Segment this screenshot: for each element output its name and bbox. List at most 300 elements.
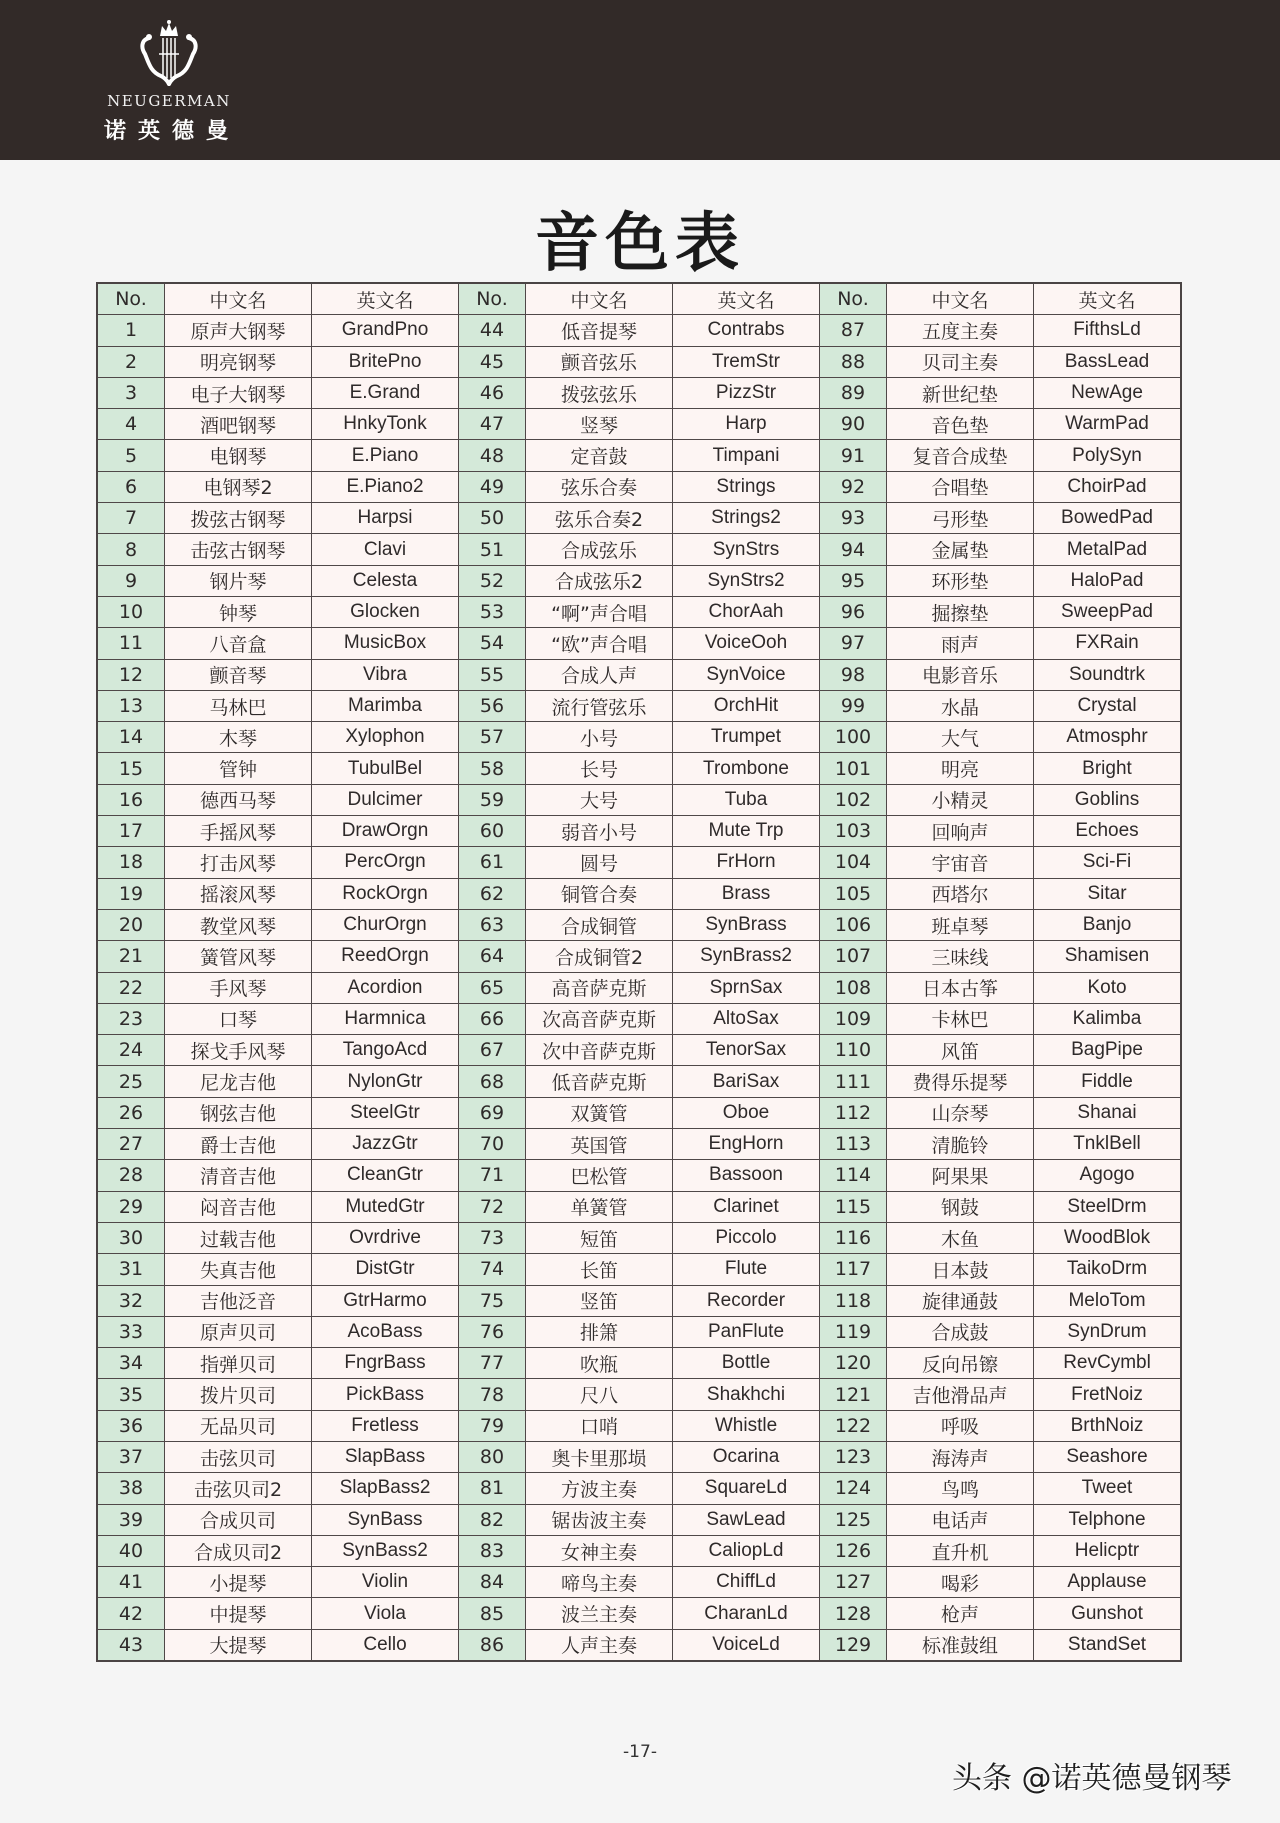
tone-name-chinese: 英国管 (526, 1129, 673, 1160)
tone-name-chinese: 酒吧钢琴 (165, 409, 312, 440)
tone-number: 63 (459, 909, 526, 940)
table-row (97, 816, 1181, 847)
tone-name-chinese: 吉他滑品声 (887, 1379, 1034, 1410)
tone-number: 17 (97, 816, 165, 847)
table-row (97, 1348, 1181, 1379)
tone-number: 21 (97, 941, 165, 972)
tone-number: 20 (97, 909, 165, 940)
tone-number: 98 (820, 659, 887, 690)
tone-name-chinese: 合成铜管2 (526, 941, 673, 972)
tone-name-chinese: 尼龙吉他 (165, 1066, 312, 1097)
tone-name-english: CaliopLd (673, 1535, 820, 1566)
table-row (97, 784, 1181, 815)
tone-name-english: FretNoiz (1034, 1379, 1182, 1410)
tone-name-chinese: 打击风琴 (165, 847, 312, 878)
table-row (97, 534, 1181, 565)
tone-name-english: Vibra (312, 659, 459, 690)
tone-name-english: Fretless (312, 1410, 459, 1441)
tone-number: 94 (820, 534, 887, 565)
tone-name-english: SteelGtr (312, 1097, 459, 1128)
tone-name-english: BassLead (1034, 346, 1182, 377)
tone-name-english: Harmnica (312, 1003, 459, 1034)
tone-name-chinese: 日本古筝 (887, 972, 1034, 1003)
tone-number: 81 (459, 1473, 526, 1504)
tone-name-english: MeloTom (1034, 1285, 1182, 1316)
tone-name-english: DrawOrgn (312, 816, 459, 847)
tone-number: 45 (459, 346, 526, 377)
tone-name-english: SynBass2 (312, 1535, 459, 1566)
tone-number: 99 (820, 690, 887, 721)
tone-number: 26 (97, 1097, 165, 1128)
tone-name-english: Agogo (1034, 1160, 1182, 1191)
tone-name-english: Bright (1034, 753, 1182, 784)
tone-name-chinese: 拨片贝司 (165, 1379, 312, 1410)
tone-name-english: Seashore (1034, 1441, 1182, 1472)
tone-number: 67 (459, 1035, 526, 1066)
tone-number: 13 (97, 690, 165, 721)
tone-number: 35 (97, 1379, 165, 1410)
tone-table (96, 282, 1182, 1662)
tone-name-chinese: 原声贝司 (165, 1316, 312, 1347)
tone-name-english: Recorder (673, 1285, 820, 1316)
tone-name-chinese: 手摇风琴 (165, 816, 312, 847)
tone-number: 106 (820, 909, 887, 940)
tone-name-english: Banjo (1034, 909, 1182, 940)
tone-name-chinese: 合成弦乐2 (526, 565, 673, 596)
page-number: -17- (623, 1742, 657, 1762)
tone-number: 47 (459, 409, 526, 440)
tone-number: 113 (820, 1129, 887, 1160)
tone-number: 92 (820, 471, 887, 502)
tone-name-english: Tuba (673, 784, 820, 815)
tone-number: 100 (820, 722, 887, 753)
tone-name-english: SynVoice (673, 659, 820, 690)
tone-number: 80 (459, 1441, 526, 1472)
tone-name-chinese: 管钟 (165, 753, 312, 784)
tone-number: 4 (97, 409, 165, 440)
tone-number: 119 (820, 1316, 887, 1347)
tone-number: 110 (820, 1035, 887, 1066)
tone-name-english: StandSet (1034, 1629, 1182, 1661)
tone-number: 9 (97, 565, 165, 596)
tone-number: 60 (459, 816, 526, 847)
column-header-english-name: 英文名 (1034, 283, 1182, 315)
tone-name-english: SlapBass2 (312, 1473, 459, 1504)
tone-number: 39 (97, 1504, 165, 1535)
tone-name-english: SprnSax (673, 972, 820, 1003)
tone-number: 55 (459, 659, 526, 690)
tone-name-english: SynBrass2 (673, 941, 820, 972)
table-row (97, 1222, 1181, 1253)
tone-number: 64 (459, 941, 526, 972)
table-row (97, 596, 1181, 627)
tone-name-chinese: 合成贝司2 (165, 1535, 312, 1566)
tone-number: 15 (97, 753, 165, 784)
tone-number: 78 (459, 1379, 526, 1410)
table-row (97, 440, 1181, 471)
tone-name-chinese: 钢弦吉他 (165, 1097, 312, 1128)
tone-name-english: DistGtr (312, 1254, 459, 1285)
tone-number: 54 (459, 628, 526, 659)
tone-number: 117 (820, 1254, 887, 1285)
tone-name-chinese: 木琴 (165, 722, 312, 753)
tone-name-chinese: 明亮 (887, 753, 1034, 784)
tone-name-english: Xylophon (312, 722, 459, 753)
tone-name-english: Shakhchi (673, 1379, 820, 1410)
tone-number: 10 (97, 596, 165, 627)
tone-name-english: JazzGtr (312, 1129, 459, 1160)
tone-number: 91 (820, 440, 887, 471)
column-header-chinese-name: 中文名 (887, 283, 1034, 315)
table-row (97, 565, 1181, 596)
tone-name-english: NewAge (1034, 377, 1182, 408)
tone-name-chinese: 尺八 (526, 1379, 673, 1410)
tone-name-english: TangoAcd (312, 1035, 459, 1066)
tone-name-chinese: 电钢琴 (165, 440, 312, 471)
tone-name-chinese: 五度主奏 (887, 315, 1034, 346)
tone-name-chinese: 手风琴 (165, 972, 312, 1003)
tone-name-english: PercOrgn (312, 847, 459, 878)
tone-name-chinese: 方波主奏 (526, 1473, 673, 1504)
tone-name-english: Trombone (673, 753, 820, 784)
tone-number: 127 (820, 1567, 887, 1598)
tone-number: 111 (820, 1066, 887, 1097)
tone-name-english: PizzStr (673, 377, 820, 408)
tone-name-chinese: 啼鸟主奏 (526, 1567, 673, 1598)
tone-number: 71 (459, 1160, 526, 1191)
tone-number: 30 (97, 1222, 165, 1253)
tone-number: 74 (459, 1254, 526, 1285)
table-row (97, 909, 1181, 940)
watermark: 头条 @诺英德曼钢琴 (952, 1761, 1232, 1796)
tone-number: 28 (97, 1160, 165, 1191)
tone-number: 115 (820, 1191, 887, 1222)
tone-name-chinese: 宇宙音 (887, 847, 1034, 878)
tone-number: 58 (459, 753, 526, 784)
tone-name-english: SweepPad (1034, 596, 1182, 627)
table-row (97, 471, 1181, 502)
tone-name-english: Clavi (312, 534, 459, 565)
table-row (97, 1504, 1181, 1535)
tone-number: 59 (459, 784, 526, 815)
brand-name-en: NEUGERMAN (107, 92, 231, 110)
tone-name-chinese: 鸟鸣 (887, 1473, 1034, 1504)
tone-name-chinese: 木鱼 (887, 1222, 1034, 1253)
tone-number: 112 (820, 1097, 887, 1128)
tone-number: 22 (97, 972, 165, 1003)
tone-name-chinese: 双簧管 (526, 1097, 673, 1128)
tone-name-chinese: 清音吉他 (165, 1160, 312, 1191)
tone-number: 51 (459, 534, 526, 565)
tone-name-chinese: 长笛 (526, 1254, 673, 1285)
tone-number: 36 (97, 1410, 165, 1441)
tone-name-english: Oboe (673, 1097, 820, 1128)
table-row (97, 1003, 1181, 1034)
tone-name-english: Celesta (312, 565, 459, 596)
table-row (97, 1410, 1181, 1441)
tone-number: 90 (820, 409, 887, 440)
tone-name-english: TenorSax (673, 1035, 820, 1066)
column-header-chinese-name: 中文名 (526, 283, 673, 315)
tone-name-english: ChiffLd (673, 1567, 820, 1598)
tone-name-chinese: 海涛声 (887, 1441, 1034, 1472)
table-header-row (97, 283, 1181, 315)
column-header-chinese-name: 中文名 (165, 283, 312, 315)
tone-name-chinese: 次中音萨克斯 (526, 1035, 673, 1066)
tone-name-chinese: 卡林巴 (887, 1003, 1034, 1034)
tone-name-chinese: 合唱垫 (887, 471, 1034, 502)
tone-number: 73 (459, 1222, 526, 1253)
tone-number: 77 (459, 1348, 526, 1379)
tone-name-english: Sitar (1034, 878, 1182, 909)
tone-name-english: Koto (1034, 972, 1182, 1003)
tone-name-english: Brass (673, 878, 820, 909)
tone-name-chinese: 枪声 (887, 1598, 1034, 1629)
table-row (97, 1535, 1181, 1566)
table-row (97, 1035, 1181, 1066)
tone-name-english: AcoBass (312, 1316, 459, 1347)
tone-number: 104 (820, 847, 887, 878)
tone-number: 123 (820, 1441, 887, 1472)
tone-name-chinese: 圆号 (526, 847, 673, 878)
tone-number: 42 (97, 1598, 165, 1629)
tone-name-english: TubulBel (312, 753, 459, 784)
tone-name-chinese: 费得乐提琴 (887, 1066, 1034, 1097)
tone-number: 129 (820, 1629, 887, 1661)
tone-name-chinese: 合成人声 (526, 659, 673, 690)
tone-number: 105 (820, 878, 887, 909)
tone-number: 56 (459, 690, 526, 721)
tone-number: 43 (97, 1629, 165, 1661)
tone-name-english: Atmosphr (1034, 722, 1182, 753)
tone-name-english: Acordion (312, 972, 459, 1003)
tone-number: 120 (820, 1348, 887, 1379)
table-row (97, 1129, 1181, 1160)
tone-name-chinese: 摇滚风琴 (165, 878, 312, 909)
table-row (97, 377, 1181, 408)
tone-name-chinese: 音色垫 (887, 409, 1034, 440)
tone-number: 89 (820, 377, 887, 408)
tone-name-chinese: 三味线 (887, 941, 1034, 972)
tone-name-chinese: 吉他泛音 (165, 1285, 312, 1316)
tone-number: 66 (459, 1003, 526, 1034)
brand-name-cn: 诺英德曼 (103, 119, 240, 144)
tone-name-chinese: 雨声 (887, 628, 1034, 659)
tone-name-chinese: 明亮钢琴 (165, 346, 312, 377)
tone-number: 2 (97, 346, 165, 377)
tone-number: 61 (459, 847, 526, 878)
tone-name-chinese: 水晶 (887, 690, 1034, 721)
tone-name-chinese: 铜管合奏 (526, 878, 673, 909)
tone-name-chinese: 山奈琴 (887, 1097, 1034, 1128)
table-row (97, 847, 1181, 878)
tone-name-english: RevCymbl (1034, 1348, 1182, 1379)
tone-name-chinese: 击弦古钢琴 (165, 534, 312, 565)
tone-name-english: Strings2 (673, 503, 820, 534)
tone-name-english: Ocarina (673, 1441, 820, 1472)
tone-name-english: Violin (312, 1567, 459, 1598)
table-row (97, 722, 1181, 753)
tone-name-chinese: 钢片琴 (165, 565, 312, 596)
tone-number: 88 (820, 346, 887, 377)
tone-number: 65 (459, 972, 526, 1003)
table-row (97, 1629, 1181, 1661)
tone-number: 48 (459, 440, 526, 471)
tone-number: 40 (97, 1535, 165, 1566)
tone-name-chinese: 电钢琴2 (165, 471, 312, 502)
tone-name-chinese: 弦乐合奏 (526, 471, 673, 502)
tone-name-english: Cello (312, 1629, 459, 1661)
tone-name-chinese: 竖笛 (526, 1285, 673, 1316)
tone-number: 96 (820, 596, 887, 627)
tone-number: 38 (97, 1473, 165, 1504)
tone-name-english: MetalPad (1034, 534, 1182, 565)
page-title: 音色表 (535, 207, 745, 281)
tone-name-chinese: 簧管风琴 (165, 941, 312, 972)
tone-number: 83 (459, 1535, 526, 1566)
tone-name-english: TaikoDrm (1034, 1254, 1182, 1285)
column-header-english-name: 英文名 (673, 283, 820, 315)
tone-number: 121 (820, 1379, 887, 1410)
tone-number: 24 (97, 1035, 165, 1066)
tone-name-english: SynBass (312, 1504, 459, 1535)
tone-name-english: SynDrum (1034, 1316, 1182, 1347)
tone-name-english: Bassoon (673, 1160, 820, 1191)
tone-name-english: SlapBass (312, 1441, 459, 1472)
tone-number: 3 (97, 377, 165, 408)
tone-name-chinese: 班卓琴 (887, 909, 1034, 940)
tone-name-chinese: 电子大钢琴 (165, 377, 312, 408)
tone-number: 84 (459, 1567, 526, 1598)
tone-number: 118 (820, 1285, 887, 1316)
tone-name-chinese: 无品贝司 (165, 1410, 312, 1441)
tone-name-chinese: 电话声 (887, 1504, 1034, 1535)
tone-name-english: PickBass (312, 1379, 459, 1410)
tone-name-chinese: 短笛 (526, 1222, 673, 1253)
tone-number: 82 (459, 1504, 526, 1535)
tone-number: 53 (459, 596, 526, 627)
tone-name-english: SteelDrm (1034, 1191, 1182, 1222)
tone-name-english: Marimba (312, 690, 459, 721)
tone-name-english: Contrabs (673, 315, 820, 346)
tone-number: 12 (97, 659, 165, 690)
tone-number: 37 (97, 1441, 165, 1472)
table-row (97, 1097, 1181, 1128)
tone-name-english: Timpani (673, 440, 820, 471)
tone-number: 1 (97, 315, 165, 346)
tone-name-chinese: 小精灵 (887, 784, 1034, 815)
tone-name-english: Shamisen (1034, 941, 1182, 972)
tone-name-english: FifthsLd (1034, 315, 1182, 346)
tone-number: 5 (97, 440, 165, 471)
tone-name-english: Ovrdrive (312, 1222, 459, 1253)
tone-name-chinese: 贝司主奏 (887, 346, 1034, 377)
tone-name-english: Helicptr (1034, 1535, 1182, 1566)
tone-name-chinese: 合成弦乐 (526, 534, 673, 565)
tone-number: 50 (459, 503, 526, 534)
tone-name-english: FrHorn (673, 847, 820, 878)
tone-name-chinese: 排箫 (526, 1316, 673, 1347)
tone-name-english: Harp (673, 409, 820, 440)
tone-name-english: Applause (1034, 1567, 1182, 1598)
tone-number: 7 (97, 503, 165, 534)
tone-name-chinese: 单簧管 (526, 1191, 673, 1222)
tone-name-chinese: 直升机 (887, 1535, 1034, 1566)
tone-name-chinese: 电影音乐 (887, 659, 1034, 690)
tone-number: 102 (820, 784, 887, 815)
tone-name-chinese: 闷音吉他 (165, 1191, 312, 1222)
tone-name-english: CleanGtr (312, 1160, 459, 1191)
tone-number: 27 (97, 1129, 165, 1160)
tone-name-english: VoiceOoh (673, 628, 820, 659)
table-row (97, 1598, 1181, 1629)
tone-name-english: GtrHarmo (312, 1285, 459, 1316)
tone-name-chinese: 日本鼓 (887, 1254, 1034, 1285)
tone-name-english: Glocken (312, 596, 459, 627)
tone-number: 62 (459, 878, 526, 909)
tone-name-english: VoiceLd (673, 1629, 820, 1661)
tone-name-chinese: 颤音弦乐 (526, 346, 673, 377)
tone-number: 31 (97, 1254, 165, 1285)
tone-name-chinese: “啊”声合唱 (526, 596, 673, 627)
tone-name-chinese: 中提琴 (165, 1598, 312, 1629)
tone-name-chinese: 掘擦垫 (887, 596, 1034, 627)
tone-name-english: SynBrass (673, 909, 820, 940)
table-row (97, 753, 1181, 784)
table-row (97, 503, 1181, 534)
tone-name-chinese: 合成贝司 (165, 1504, 312, 1535)
tone-number: 93 (820, 503, 887, 534)
tone-name-english: BagPipe (1034, 1035, 1182, 1066)
tone-name-chinese: 德西马琴 (165, 784, 312, 815)
tone-name-english: WarmPad (1034, 409, 1182, 440)
tone-number: 103 (820, 816, 887, 847)
tone-name-english: SynStrs2 (673, 565, 820, 596)
tone-number: 87 (820, 315, 887, 346)
tone-number: 57 (459, 722, 526, 753)
tone-name-chinese: 低音萨克斯 (526, 1066, 673, 1097)
table-row (97, 628, 1181, 659)
tone-name-english: Mute Trp (673, 816, 820, 847)
tone-name-english: Echoes (1034, 816, 1182, 847)
tone-name-chinese: 金属垫 (887, 534, 1034, 565)
tone-name-english: Sci-Fi (1034, 847, 1182, 878)
tone-name-chinese: 定音鼓 (526, 440, 673, 471)
table-row (97, 1379, 1181, 1410)
tone-name-chinese: 大号 (526, 784, 673, 815)
tone-number: 16 (97, 784, 165, 815)
tone-name-english: PanFlute (673, 1316, 820, 1347)
tone-name-chinese: 口哨 (526, 1410, 673, 1441)
table-row (97, 1316, 1181, 1347)
tone-name-english: PolySyn (1034, 440, 1182, 471)
tone-name-english: SawLead (673, 1504, 820, 1535)
tone-name-english: Gunshot (1034, 1598, 1182, 1629)
tone-name-chinese: 拨弦弦乐 (526, 377, 673, 408)
tone-name-chinese: 波兰主奏 (526, 1598, 673, 1629)
tone-name-chinese: 环形垫 (887, 565, 1034, 596)
tone-name-english: MusicBox (312, 628, 459, 659)
tone-number: 41 (97, 1567, 165, 1598)
tone-name-english: BowedPad (1034, 503, 1182, 534)
tone-name-english: Crystal (1034, 690, 1182, 721)
tone-number: 34 (97, 1348, 165, 1379)
table-row (97, 878, 1181, 909)
tone-number: 79 (459, 1410, 526, 1441)
tone-number: 109 (820, 1003, 887, 1034)
tone-name-english: ChorAah (673, 596, 820, 627)
tone-name-chinese: 新世纪垫 (887, 377, 1034, 408)
